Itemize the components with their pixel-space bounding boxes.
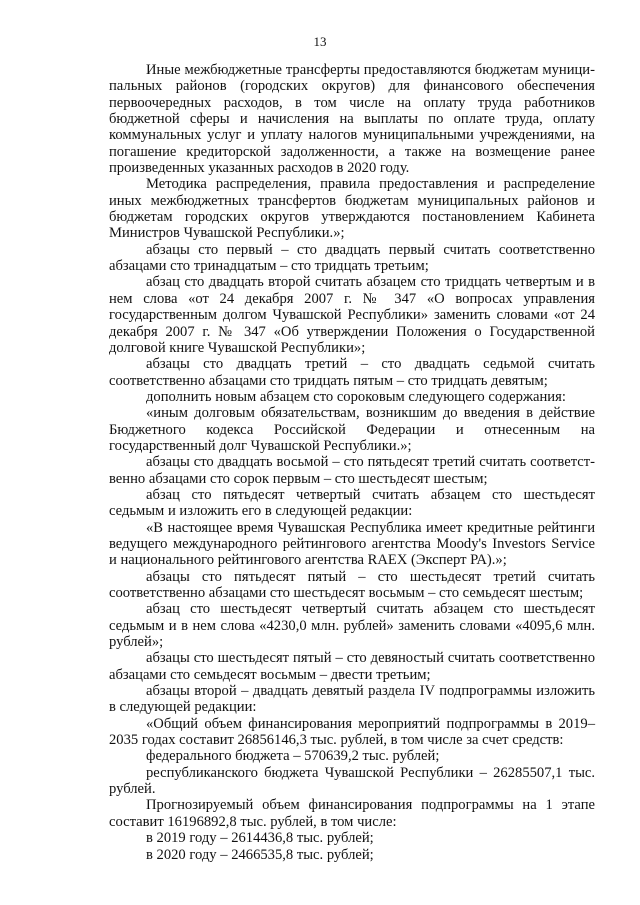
- paragraph-16: федерального бюджета – 570639,2 тыс. рублей;: [146, 748, 440, 765]
- paragraph-4: абзац сто двадцать второй считать абзацем сто тридцать четвертым и в нем слова «от 24 декабря 2007 г. № 347 «О вопросах управления государственным долгом Чувашской Республики» заменить словами «от 24 декабря 2007 г. № 347 «Об утверждении Положения о Государственной долговой книге Чувашской Республики»;: [109, 274, 595, 356]
- paragraph-3: абзацы сто первый – сто двадцать первый считать соответственно абзацами сто тринадцатым – сто тридцать третьим;: [109, 241, 595, 275]
- paragraph-13: абзацы сто шестьдесят пятый – сто девяностый считать соответственно абзацами сто семьдесят восьмым – двести третьим;: [109, 650, 595, 683]
- paragraph-17: республиканского бюджета Чувашской Республики – 26285507,1 тыс. рублей.: [109, 764, 595, 798]
- paragraph-5: абзацы сто двадцать третий – сто двадцать седьмой считать соответственно абзацами сто тридцать пятым – сто тридцать девятым;: [109, 356, 595, 389]
- paragraph-20: в 2020 году – 2466535,8 тыс. рублей;: [146, 846, 374, 863]
- paragraph-1: Иные межбюджетные трансферты предоставляются бюджетам муниципальных районов (городских округов) для финансового обеспечения первоочередных расходов, в том числе на оплату труда работников бюджетной сферы и начисления на выплаты по оплате труда, оплату коммунальных услуг и уплату налогов муниципальными учреждениями, на погашение кредиторской задолженности, а также на возмещение ранее произведенных указанных расходов в 2020 году.: [109, 62, 595, 177]
- paragraph-19: в 2019 году – 2614436,8 тыс. рублей;: [146, 830, 374, 847]
- paragraph-10: «В настоящее время Чувашская Республика имеет кредитные рейтинги ведущего международного рейтингового агентства Moody's Investors Service и национального рейтингового агентства RAEX (Эксперт РА).»;: [109, 519, 595, 569]
- paragraph-8: абзацы сто двадцать восьмой – сто пятьдесят третий считать соответственно абзацами сто сорок первым – сто шестьдесят шестым;: [109, 454, 595, 487]
- paragraph-15: «Общий объем финансирования мероприятий подпрограммы в 2019–2035 годах составит 26856146,3 тыс. рублей, в том числе за счет средств:: [109, 715, 595, 749]
- paragraph-11: абзацы сто пятьдесят пятый – сто шестьдесят третий считать соответственно абзацами сто шестьдесят восьмым – сто семьдесят шестым;: [109, 568, 595, 601]
- paragraph-2: Методика распределения, правила предоставления и распределение иных межбюджетных трансфертов бюджетам муниципальных районов и бюджетам городских округов утверждаются постановлением Кабинета Министров Чувашской Республики.»;: [109, 176, 595, 242]
- paragraph-18: Прогнозируемый объем финансирования подпрограммы на 1 этапе составит 16196892,8 тыс. рублей, в том числе:: [109, 797, 595, 830]
- page-number: 13: [313, 34, 327, 49]
- paragraph-7: «иным долговым обязательствам, возникшим до введения в действие Бюджетного кодекса Российской Федерации и отнесенным на государственный долг Чувашской Республики.»;: [109, 405, 595, 454]
- paragraph-14: абзацы второй – двадцать девятый раздела IV подпрограммы изложить в следующей редакции:: [109, 683, 595, 716]
- paragraph-12: абзац сто шестьдесят четвертый считать абзацем сто шестьдесят седьмым и в нем слова «4230,0 млн. рублей» заменить словами «4095,6 млн. рублей»;: [109, 601, 595, 651]
- document-body: [109, 62, 595, 863]
- paragraph-9: абзац сто пятьдесят четвертый считать абзацем сто шестьдесят седьмым и изложить его в следующей редакции:: [109, 486, 595, 520]
- paragraph-6: дополнить новым абзацем сто сороковым следующего содержания:: [146, 388, 566, 405]
